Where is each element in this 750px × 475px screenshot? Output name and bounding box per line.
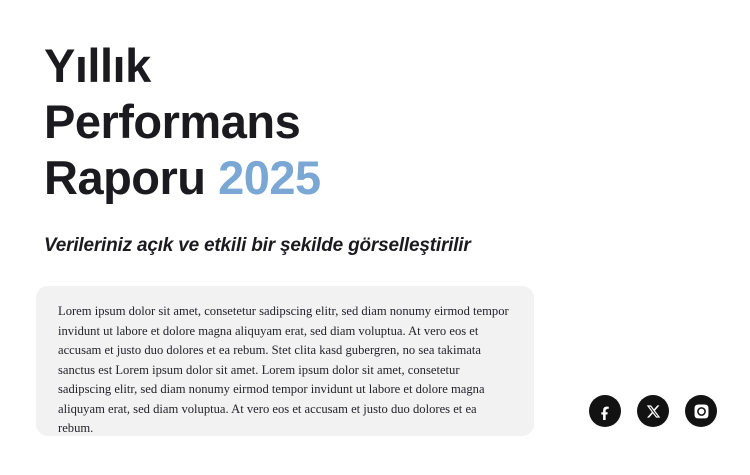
x-twitter-icon xyxy=(646,404,661,419)
x-twitter-button[interactable] xyxy=(637,395,669,427)
social-links xyxy=(589,395,717,427)
page-subtitle: Verileriniz açık ve etkili bir şekilde görselleştirilir xyxy=(44,235,471,256)
page-title-line-2: Performans xyxy=(44,95,301,148)
page-title-line-1: Yıllık xyxy=(44,39,151,92)
body-paragraph: Lorem ipsum dolor sit amet, consetetur sadipscing elitr, sed diam nonumy eirmod tempor invidunt ut labore et dolore magna aliquyam erat, sed diam voluptua. At vero eos et accusam et justo duo dolores et ea rebum. Stet clita kasd gubergren, no sea takimata sanctus est Lorem ipsum dolor sit amet. Lorem ipsum dolor sit amet, consetetur sadipscing elitr, sed diam nonumy eirmod tempor invidunt ut labore et dolore magna aliquyam erat, sed diam voluptua. At vero eos et accusam et justo duo dolores et ea rebum. xyxy=(58,304,509,435)
page-title-year: 2025 xyxy=(218,151,321,204)
instagram-icon xyxy=(693,403,710,420)
page-title xyxy=(44,38,644,206)
facebook-button[interactable] xyxy=(589,395,621,427)
body-text-card xyxy=(36,286,534,436)
instagram-button[interactable] xyxy=(685,395,717,427)
page-title-line-3-main: Raporu xyxy=(44,151,206,204)
facebook-icon xyxy=(597,403,614,420)
page-title-line-3 xyxy=(44,150,644,206)
